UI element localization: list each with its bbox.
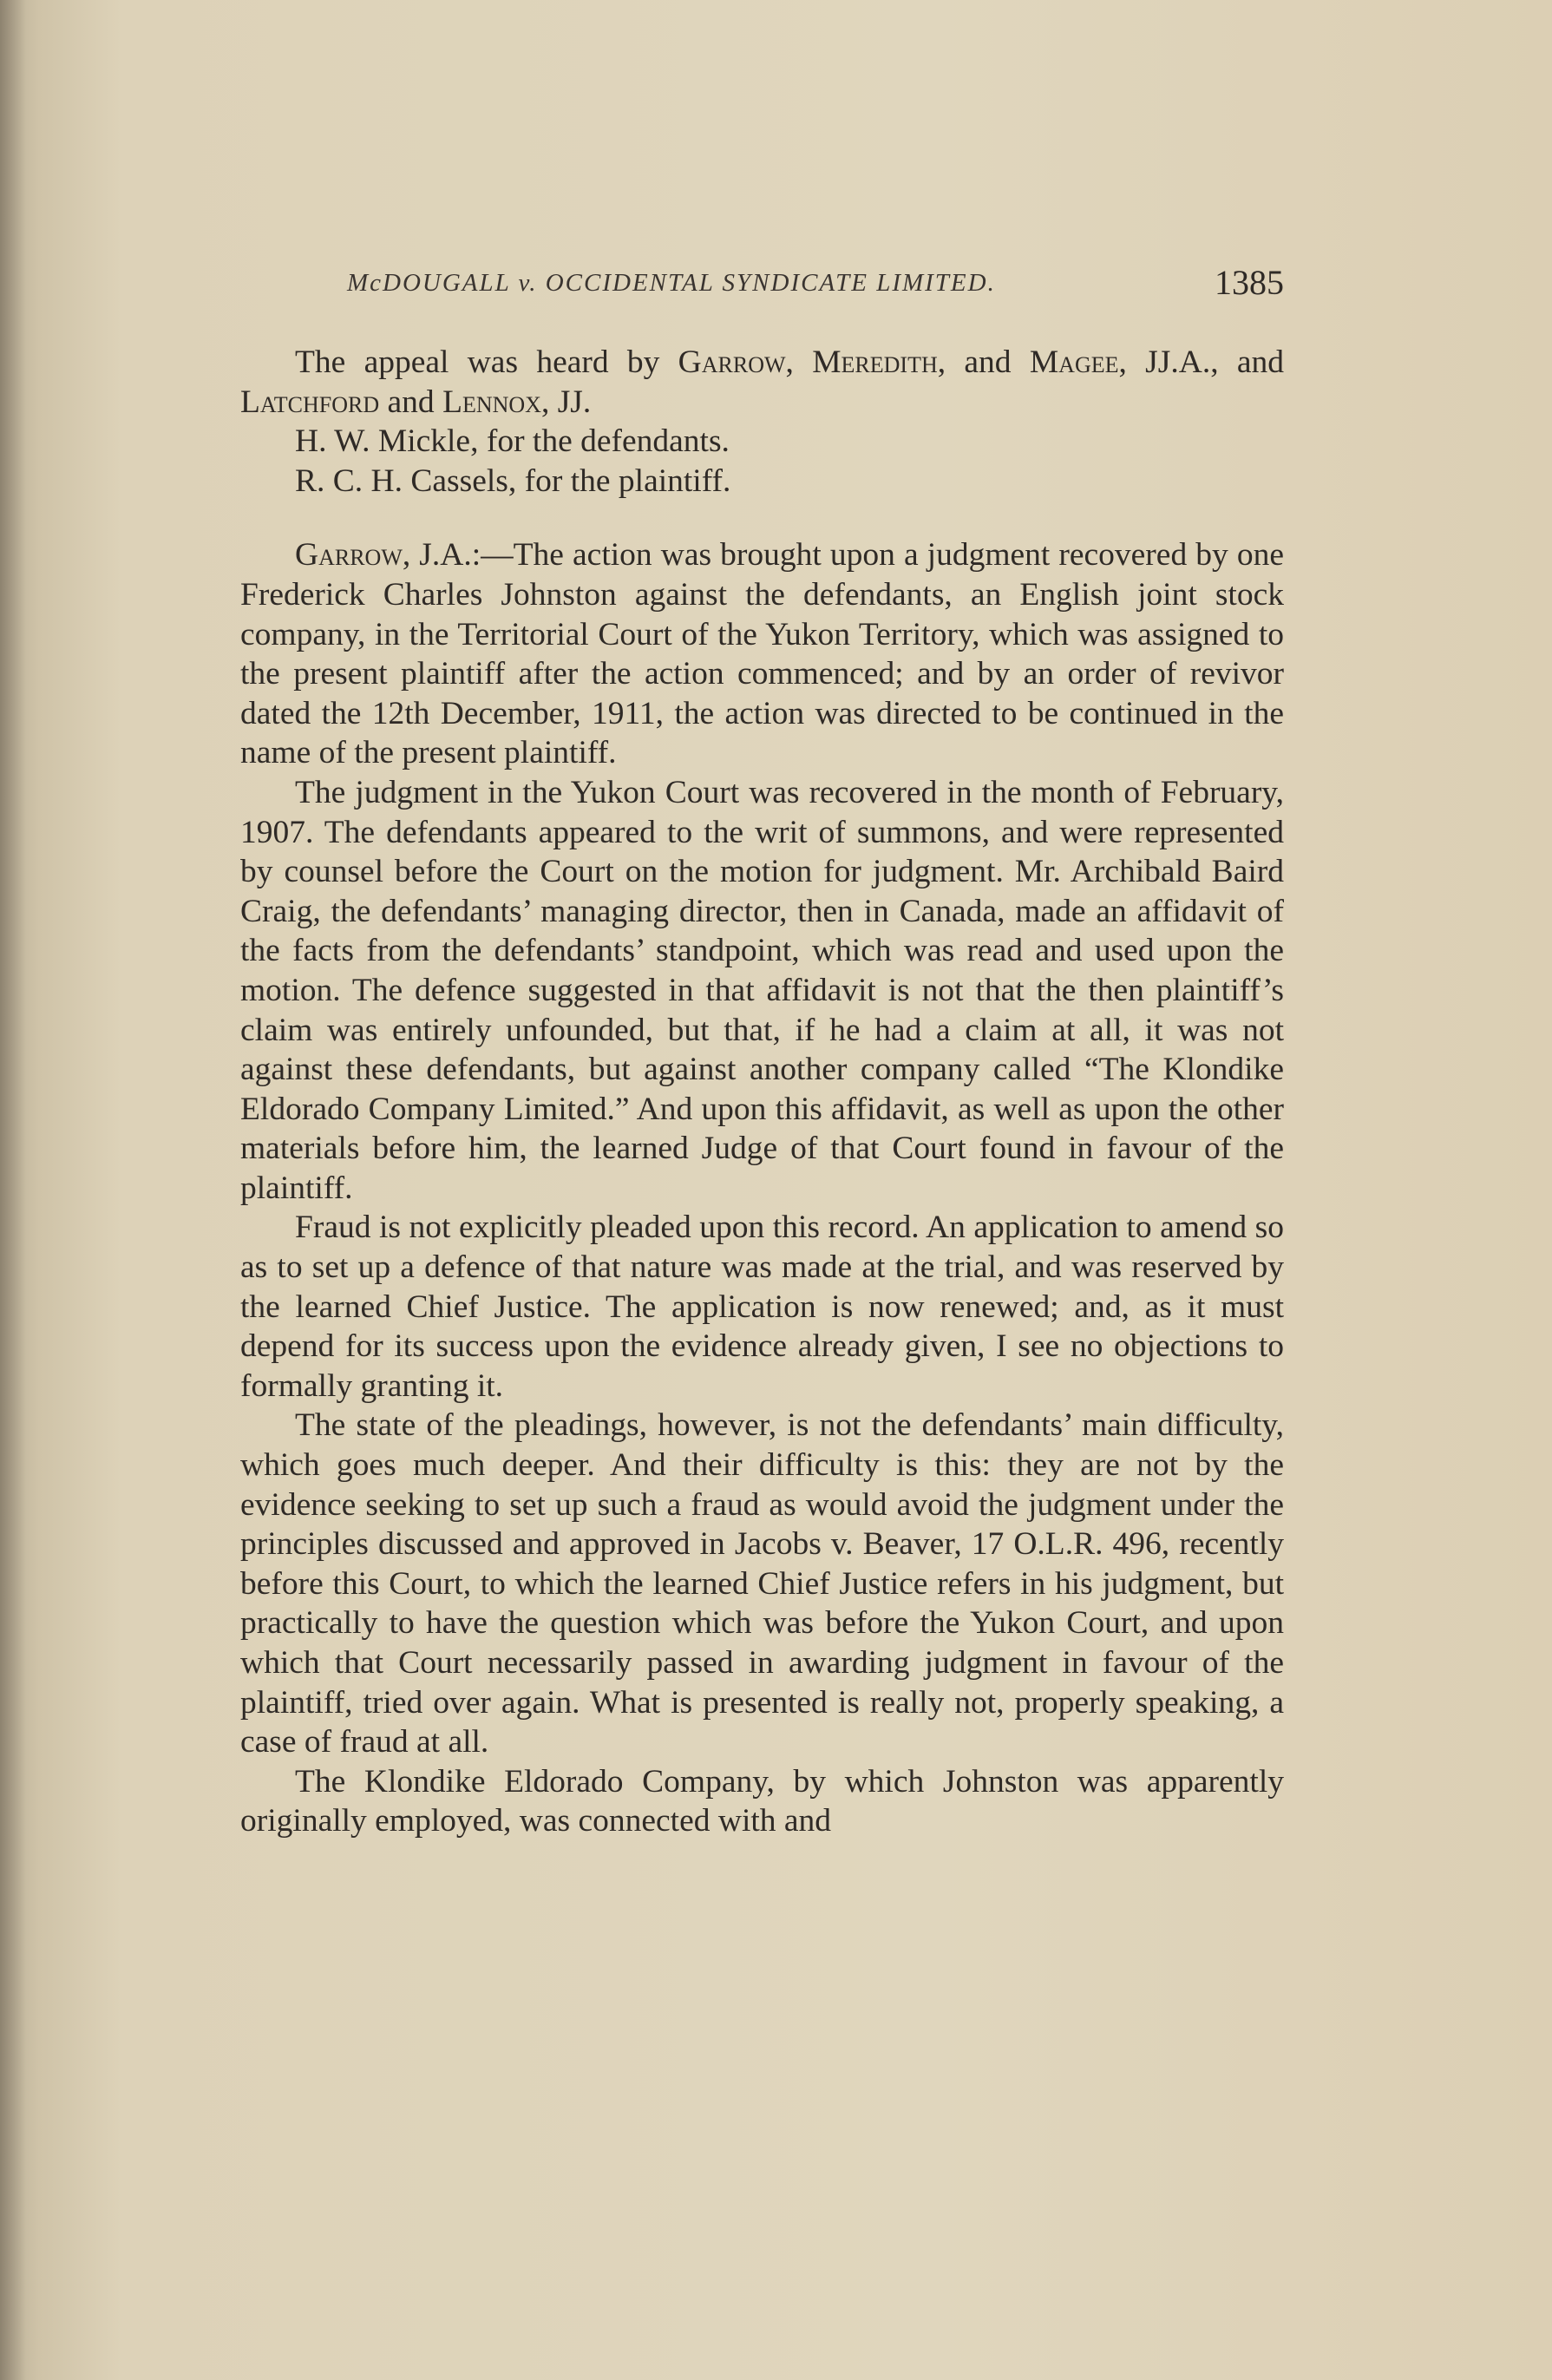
judgment-opening-paragraph [240, 535, 1284, 773]
appeal-start: The appeal was heard by [295, 344, 678, 380]
section-gap [240, 501, 1284, 535]
spine-shadow [0, 0, 26, 2380]
counsel-defendants: H. W. Mickle, for the defendants. [295, 423, 730, 460]
page-number: 1385 [1215, 263, 1284, 302]
running-head [347, 262, 1284, 305]
appeal-paragraph [240, 343, 1284, 422]
judge-name-lennox: Lennox [442, 384, 541, 420]
judge-name-latchford: Latchford [240, 384, 380, 420]
separator: , JJ.A., and [1118, 344, 1284, 380]
judgment-paragraph: Fraud is not explicitly pleaded upon this record. An application to amend so as to set up a defence of that nature was made at the trial, and was reserved by the learned Chief Justice. The application is now renewed; and, as it must depend for its success upon the evidence already given, I see no objections to formally granting it. [240, 1210, 1284, 1404]
running-title: McDOUGALL v. OCCIDENTAL SYNDICATE LIMITED. [347, 269, 996, 297]
separator: and [379, 384, 443, 420]
separator: , [785, 344, 813, 380]
judge-name-magee: Magee [1029, 344, 1119, 380]
judgment-opening-text: , J.A.:—The action was brought upon a judgment recovered by one Frederick Charles Johnston against the defendants, an English joint stock company, in the Territorial Court of the Yukon Territory, which was assigned to the present plaintiff after the action commenced; and by an order of revivor dated the 12th December, 1911, the action was directed to be continued in the name of the present plaintiff. [240, 537, 1284, 771]
judgment-judge-name: Garrow [295, 537, 403, 574]
separator: , and [937, 344, 1030, 380]
counsel-plaintiff: R. C. H. Cassels, for the plaintiff. [295, 462, 731, 499]
judge-name-garrow: Garrow [678, 344, 786, 380]
body-text [240, 343, 1284, 1841]
judgment-paragraph: The Klondike Eldorado Company, by which Johnston was apparently originally employed, was connected with and [240, 1763, 1284, 1839]
appeal-end: , JJ. [540, 384, 592, 420]
judgment-paragraph: The state of the pleadings, however, is not the defendants’ main difficulty, which goes much deeper. And their difficulty is this: they are not by the evidence seeking to set up such a fraud as would avoid the judgment under the principles discussed and approved in Jacobs v. Beaver, 17 O.L.R. 496, recently before this Court, to which the learned Chief Justice refers in his judgment, but practically to have the question which was before the Yukon Court, and upon which that Court necessarily passed in awarding judgment in favour of the plaintiff, tried over again. What is presented is really not, properly speaking, a case of fraud at all. [240, 1407, 1284, 1760]
judge-name-meredith: Meredith [812, 344, 938, 380]
judgment-paragraph: The judgment in the Yukon Court was recovered in the month of February, 1907. The defendants appeared to the writ of summons, and were represented by counsel before the Court on the motion for judgment. Mr. Archibald Baird Craig, the defendants’ managing director, then in Canada, made an affidavit of the facts from the defendants’ standpoint, which was read and used upon the motion. The defence suggested in that affidavit is not that the then plaintiff’s claim was entirely unfounded, but that, if he had a claim at all, it was not against these defendants, but against another company called “The Klondike Eldorado Company Limited.” And upon this affidavit, as well as upon the other materials before him, the learned Judge of that Court found in favour of the plaintiff. [240, 774, 1284, 1206]
